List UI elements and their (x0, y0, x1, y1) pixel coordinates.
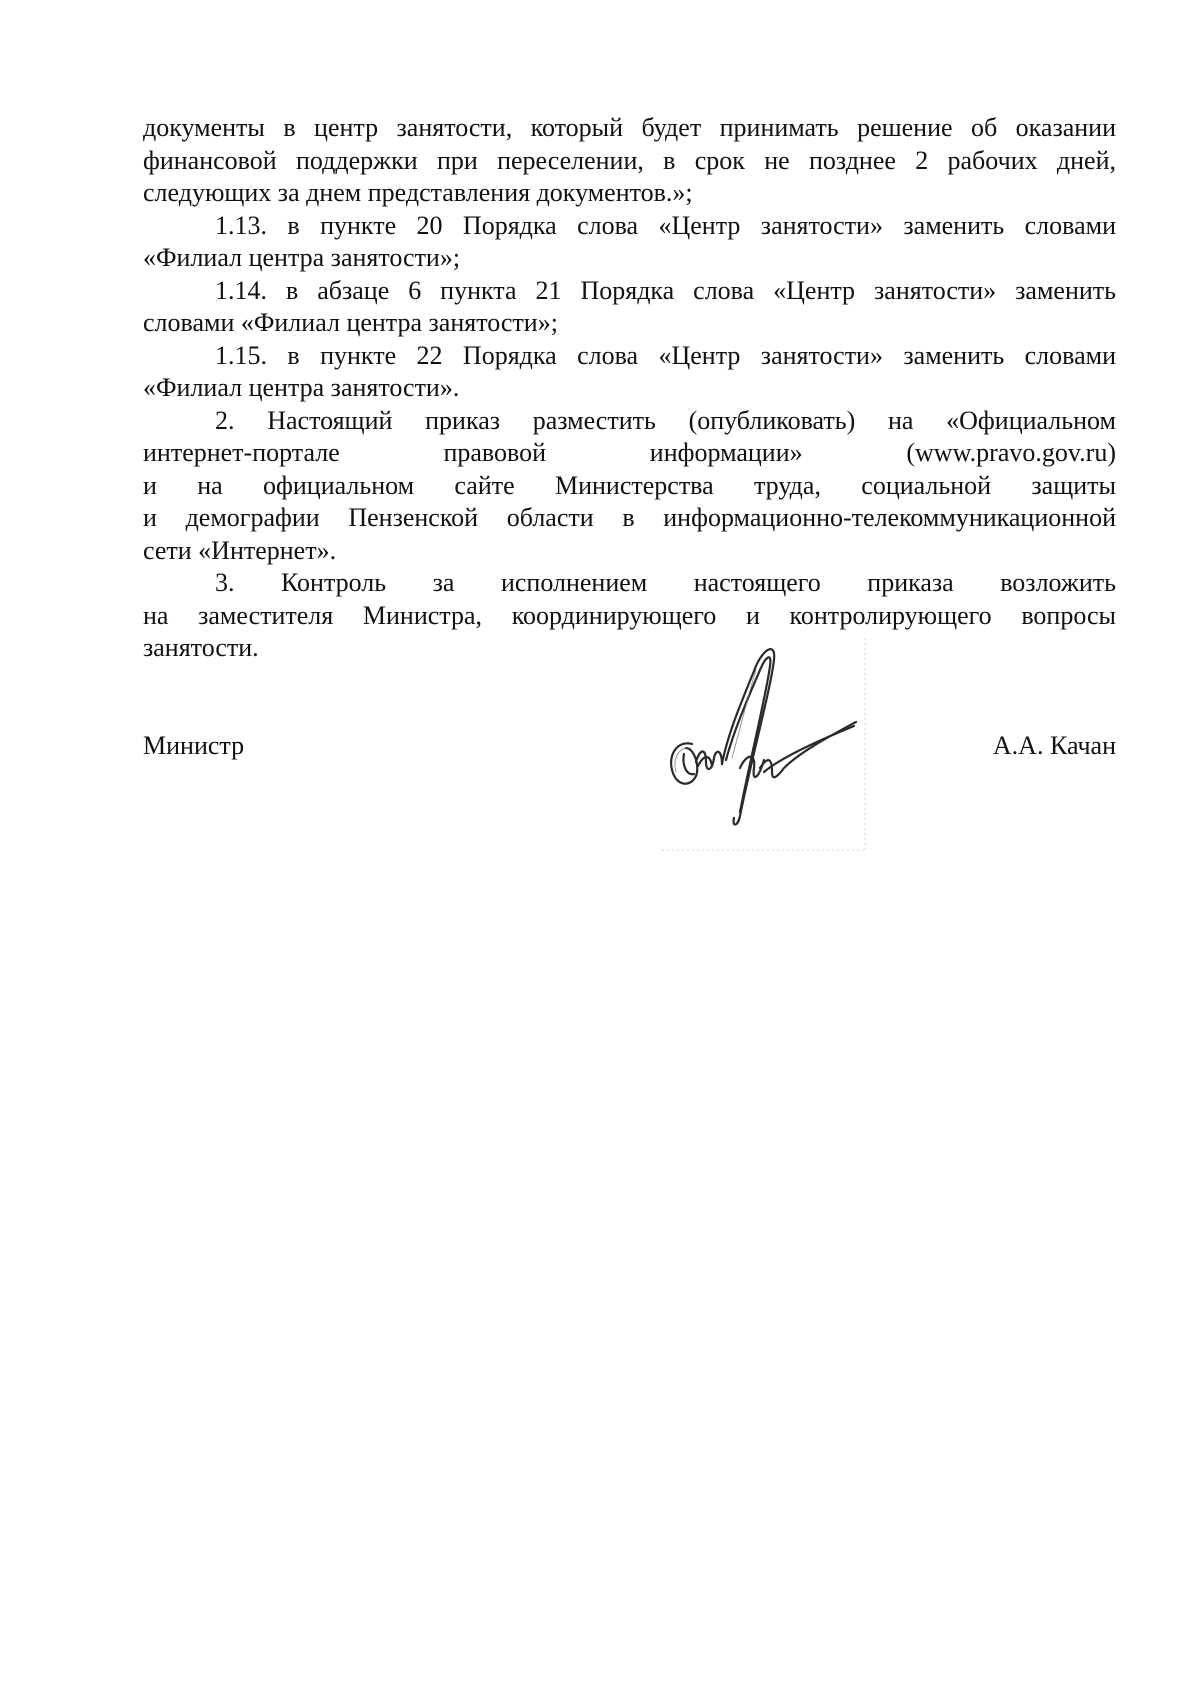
handwritten-signature (660, 636, 875, 854)
paragraph-item-3 (143, 567, 1116, 665)
paragraph-item-1-15 (143, 340, 1116, 405)
document-body (143, 112, 1116, 665)
text-line: на заместителя Министра, координирующего и контролирующего вопросы (143, 600, 1116, 630)
text-line: 1.14. в абзаце 6 пункта 21 Порядка слова «Центр занятости» заменить (215, 275, 1116, 305)
text-line: 2. Настоящий приказ разместить (опубликовать) на «Официальном (215, 405, 1116, 435)
text-line: и на официальном сайте Министерства труда, социальной защиты (143, 470, 1116, 500)
paragraph-continuation (143, 112, 1116, 210)
text-line: следующих за днем представления документов.»; (143, 178, 693, 207)
text-line: сети «Интернет». (143, 535, 337, 565)
paragraph-item-1-13 (143, 210, 1116, 275)
text-line: 1.15. в пункте 22 Порядка слова «Центр занятости» заменить словами (215, 340, 1116, 370)
signatory-name: А.А. Качан (992, 731, 1116, 760)
signatory-title: Министр (143, 731, 245, 760)
text-line: документы в центр занятости, который будет принимать решение об оказании (143, 113, 1116, 142)
text-line: «Филиал центра занятости»; (143, 243, 461, 272)
text-line: финансовой поддержки при переселении, в срок не позднее 2 рабочих дней, (143, 145, 1116, 175)
text-line: и демографии Пензенской области в информационно-телекоммуникационной (143, 503, 1116, 532)
paragraph-item-2 (143, 405, 1116, 568)
text-line: занятости. (143, 633, 259, 662)
text-line: словами «Филиал центра занятости»; (143, 308, 558, 337)
text-line: 3. Контроль за исполнением настоящего приказа возложить (215, 568, 1116, 597)
paragraph-item-1-14 (143, 275, 1116, 340)
text-line: «Филиал центра занятости». (143, 373, 460, 402)
text-line: 1.13. в пункте 20 Порядка слова «Центр занятости» заменить словами (215, 210, 1116, 240)
text-line: интернет-портале правовой информации» (www.pravo.gov.ru) (143, 438, 1116, 467)
signature-row (143, 730, 1116, 770)
